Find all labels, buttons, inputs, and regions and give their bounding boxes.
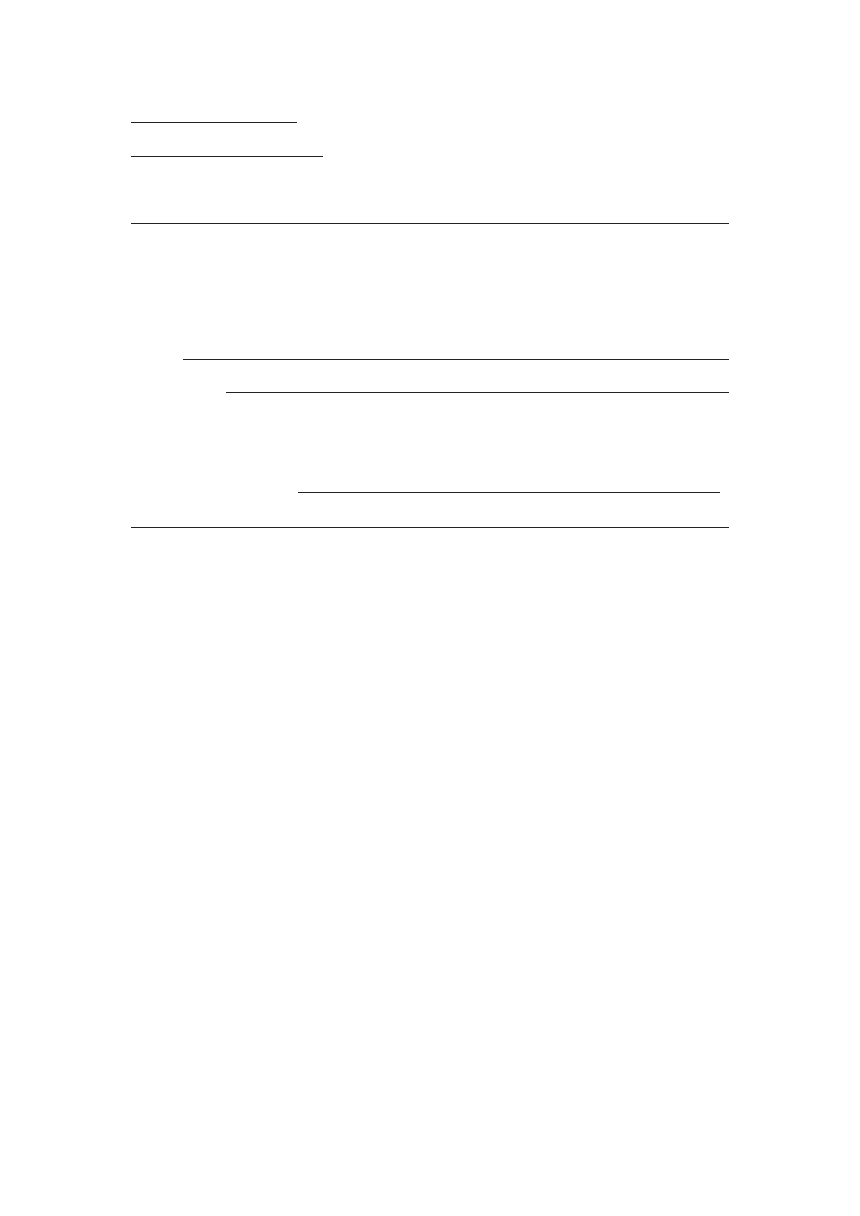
- q3-book-answer-line[interactable]: [183, 359, 729, 360]
- q1-book2-blank[interactable]: [227, 140, 323, 157]
- q1-line2: [131, 140, 729, 162]
- q4-answer-line-1[interactable]: [298, 492, 720, 493]
- q1-book1-blank[interactable]: [131, 140, 227, 157]
- q3-method-answer-line[interactable]: [226, 392, 729, 393]
- q4-answer-line-2[interactable]: [131, 527, 729, 528]
- q2-answer-line[interactable]: [131, 223, 729, 224]
- q1-author-blank[interactable]: [131, 106, 297, 123]
- q1-line1: [131, 106, 729, 128]
